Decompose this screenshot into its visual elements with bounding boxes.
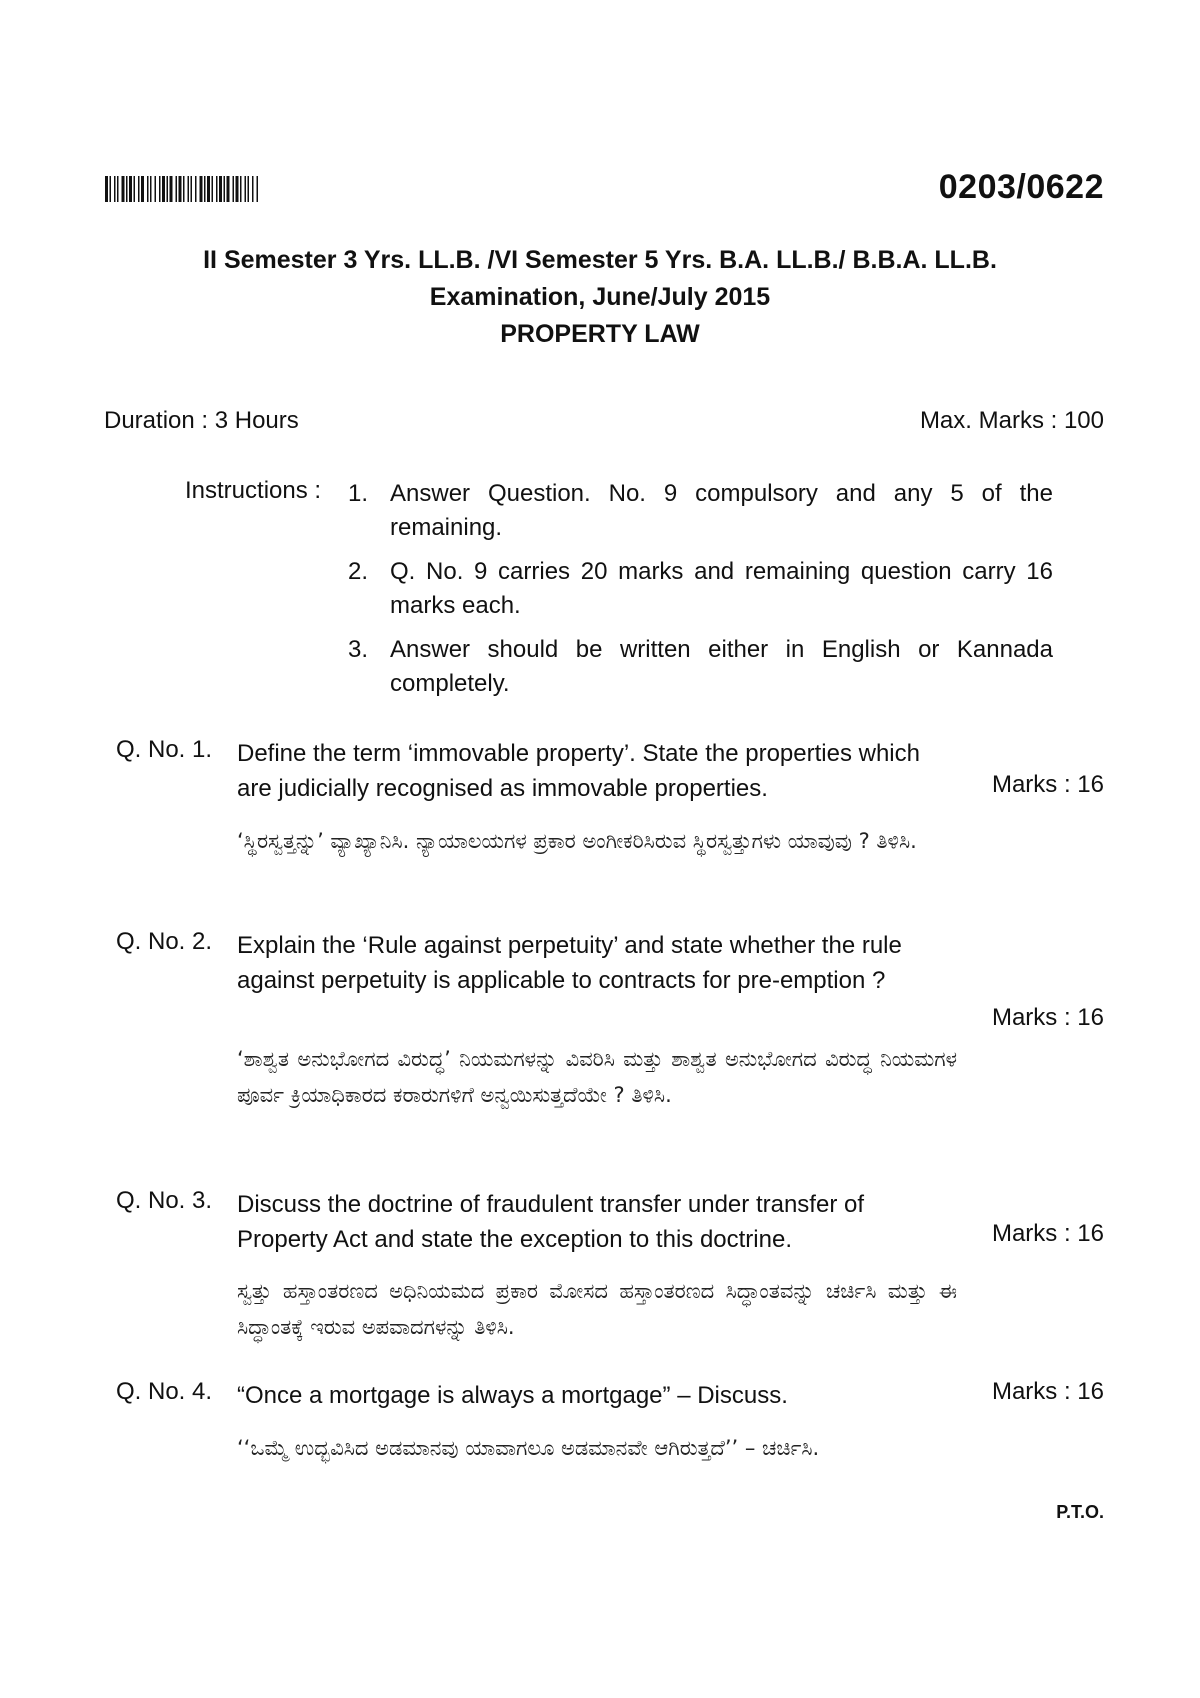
barcode-bar (204, 176, 206, 202)
instruction-text: Q. No. 9 carries 20 marks and remaining question carry 16 marks each. (390, 558, 1053, 619)
instruction-number: 3. (348, 636, 369, 663)
question-3-marks: Marks : 16 (991, 1220, 1104, 1247)
instructions-label: Instructions : (185, 477, 322, 504)
barcode-bar (141, 176, 144, 202)
barcode-bar (150, 176, 152, 202)
question-4-kannada: ‘‘ಒಮ್ಮೆ ಉದ್ಭವಿಸಿದ ಅಡಮಾನವು ಯಾವಾಗಲೂ ಅಡಮಾನವೇ ಆಗಿರುತ್ತದೆ’’ – ಚರ್ಚಿಸಿ. (237, 1436, 820, 1460)
barcode-bar (110, 176, 112, 202)
barcode-bar (219, 176, 222, 202)
barcode-bar (233, 176, 235, 202)
question-2-kannada: ‘ಶಾಶ್ವತ ಅನುಭೋಗದ ವಿರುದ್ಧ’ ನಿಯಮಗಳನ್ನು ವಿವರಿಸಿ ಮತ್ತು ಶಾಶ್ವತ ಅನುಭೋಗದ ವಿರುದ್ಧ ನಿಯಮಗಳ ಪೂರ್ವ ಕ್ರಿಯಾಧಿಕಾರದ ಕರಾರುಗಳಿಗೆ ಅನ್ವಯಿಸುತ್ತದೆಯೇ ? ತಿಳಿಸಿ. (237, 1047, 957, 1107)
barcode-bar (257, 176, 259, 202)
duration: Duration : 3 Hours (104, 407, 299, 434)
barcode-bar (122, 176, 125, 202)
instruction-text: Answer Question. No. 9 compulsory and any 5 of the remaining. (390, 480, 1053, 541)
question-4-marks: Marks : 16 (991, 1378, 1104, 1405)
question-3-text: Discuss the doctrine of fraudulent transfer under transfer of Property Act and state the exception to this doctrine. (237, 1191, 864, 1253)
barcode-bar (167, 176, 169, 202)
barcode-bar (183, 176, 185, 202)
question-2-text: Explain the ‘Rule against perpetuity’ and state whether the rule against perpetuity is applicable to contracts for pre-emption ? (237, 932, 902, 994)
barcode-bar (216, 176, 218, 202)
barcode-bar (114, 176, 116, 202)
subject-title: PROPERTY LAW (500, 320, 700, 348)
barcode-bar (245, 176, 247, 202)
barcode-bar (170, 176, 173, 202)
question-2-label: Q. No. 2. (116, 928, 213, 955)
barcode-bar (195, 176, 197, 202)
barcode-bar (188, 176, 190, 202)
question-1-kannada: ‘ಸ್ಥಿರಸ್ವತ್ತನ್ನು’ ವ್ಯಾಖ್ಯಾನಿಸಿ. ನ್ಯಾಯಾಲಯಗಳ ಪ್ರಕಾರ ಅಂಗೀಕರಿಸಿರುವ ಸ್ಥಿರಸ್ವತ್ತುಗಳು ಯಾವುವು ? ತಿಳಿಸಿ. (237, 829, 917, 853)
barcode-bar (191, 176, 193, 202)
paper-code: 0203/0622 (938, 168, 1104, 206)
barcode-bar (212, 176, 214, 202)
barcode-bar (134, 176, 136, 202)
barcode-bar (105, 176, 108, 202)
question-3-kannada: ಸ್ವತ್ತು ಹಸ್ತಾಂತರಣದ ಅಧಿನಿಯಮದ ಪ್ರಕಾರ ಮೋಸದ ಹಸ್ತಾಂತರಣದ ಸಿದ್ಧಾಂತವನ್ನು ಚರ್ಚಿಸಿ ಮತ್ತು ಈ ಸಿದ್ಧಾಂತಕ್ಕೆ ಇರುವ ಅಪವಾದಗಳನ್ನು ತಿಳಿಸಿ. (237, 1279, 957, 1339)
instructions-list (348, 477, 1053, 711)
barcode-bar (176, 176, 178, 202)
barcode-bar (240, 176, 242, 202)
question-3-label: Q. No. 3. (116, 1187, 213, 1214)
barcode-bar (179, 176, 182, 202)
barcode-bar (159, 176, 161, 202)
title-line-2: Examination, June/July 2015 (429, 283, 771, 311)
instruction-item (348, 633, 1053, 701)
barcode-bar (248, 176, 250, 202)
barcode-bar (236, 176, 239, 202)
barcode-bar (155, 176, 157, 202)
barcode-bar (162, 176, 165, 202)
question-1-marks: Marks : 16 (991, 771, 1104, 798)
barcode-bar (200, 176, 203, 202)
barcode-bar (252, 176, 254, 202)
max-marks: Max. Marks : 100 (919, 407, 1104, 434)
instruction-number: 1. (348, 480, 369, 507)
question-4-label: Q. No. 4. (116, 1378, 213, 1405)
instruction-item (348, 555, 1053, 623)
barcode-bar (224, 176, 226, 202)
barcode-graphic (105, 176, 335, 202)
exam-title (0, 242, 1200, 353)
barcode (105, 176, 335, 202)
barcode-bar (207, 176, 210, 202)
barcode-bar (227, 176, 230, 202)
barcode-bar (147, 176, 149, 202)
instruction-text: Answer should be written either in English or Kannada completely. (390, 636, 1053, 697)
instruction-item (348, 477, 1053, 545)
question-1-text: Define the term ‘immovable property’. State the properties which are judicially recognised as immovable properties. (237, 740, 920, 802)
instruction-number: 2. (348, 558, 369, 585)
pto-label: P.T.O. (1056, 1502, 1104, 1522)
question-4-text: “Once a mortgage is always a mortgage” – Discuss. (237, 1382, 788, 1409)
barcode-bar (138, 176, 140, 202)
barcode-bar (129, 176, 132, 202)
barcode-bar (126, 176, 128, 202)
title-line-1: II Semester 3 Yrs. LL.B. /VI Semester 5 Yrs. B.A. LL.B./ B.B.A. LL.B. (203, 246, 997, 274)
barcode-bar (117, 176, 119, 202)
question-2-marks: Marks : 16 (991, 1004, 1104, 1031)
question-1-label: Q. No. 1. (116, 736, 213, 763)
